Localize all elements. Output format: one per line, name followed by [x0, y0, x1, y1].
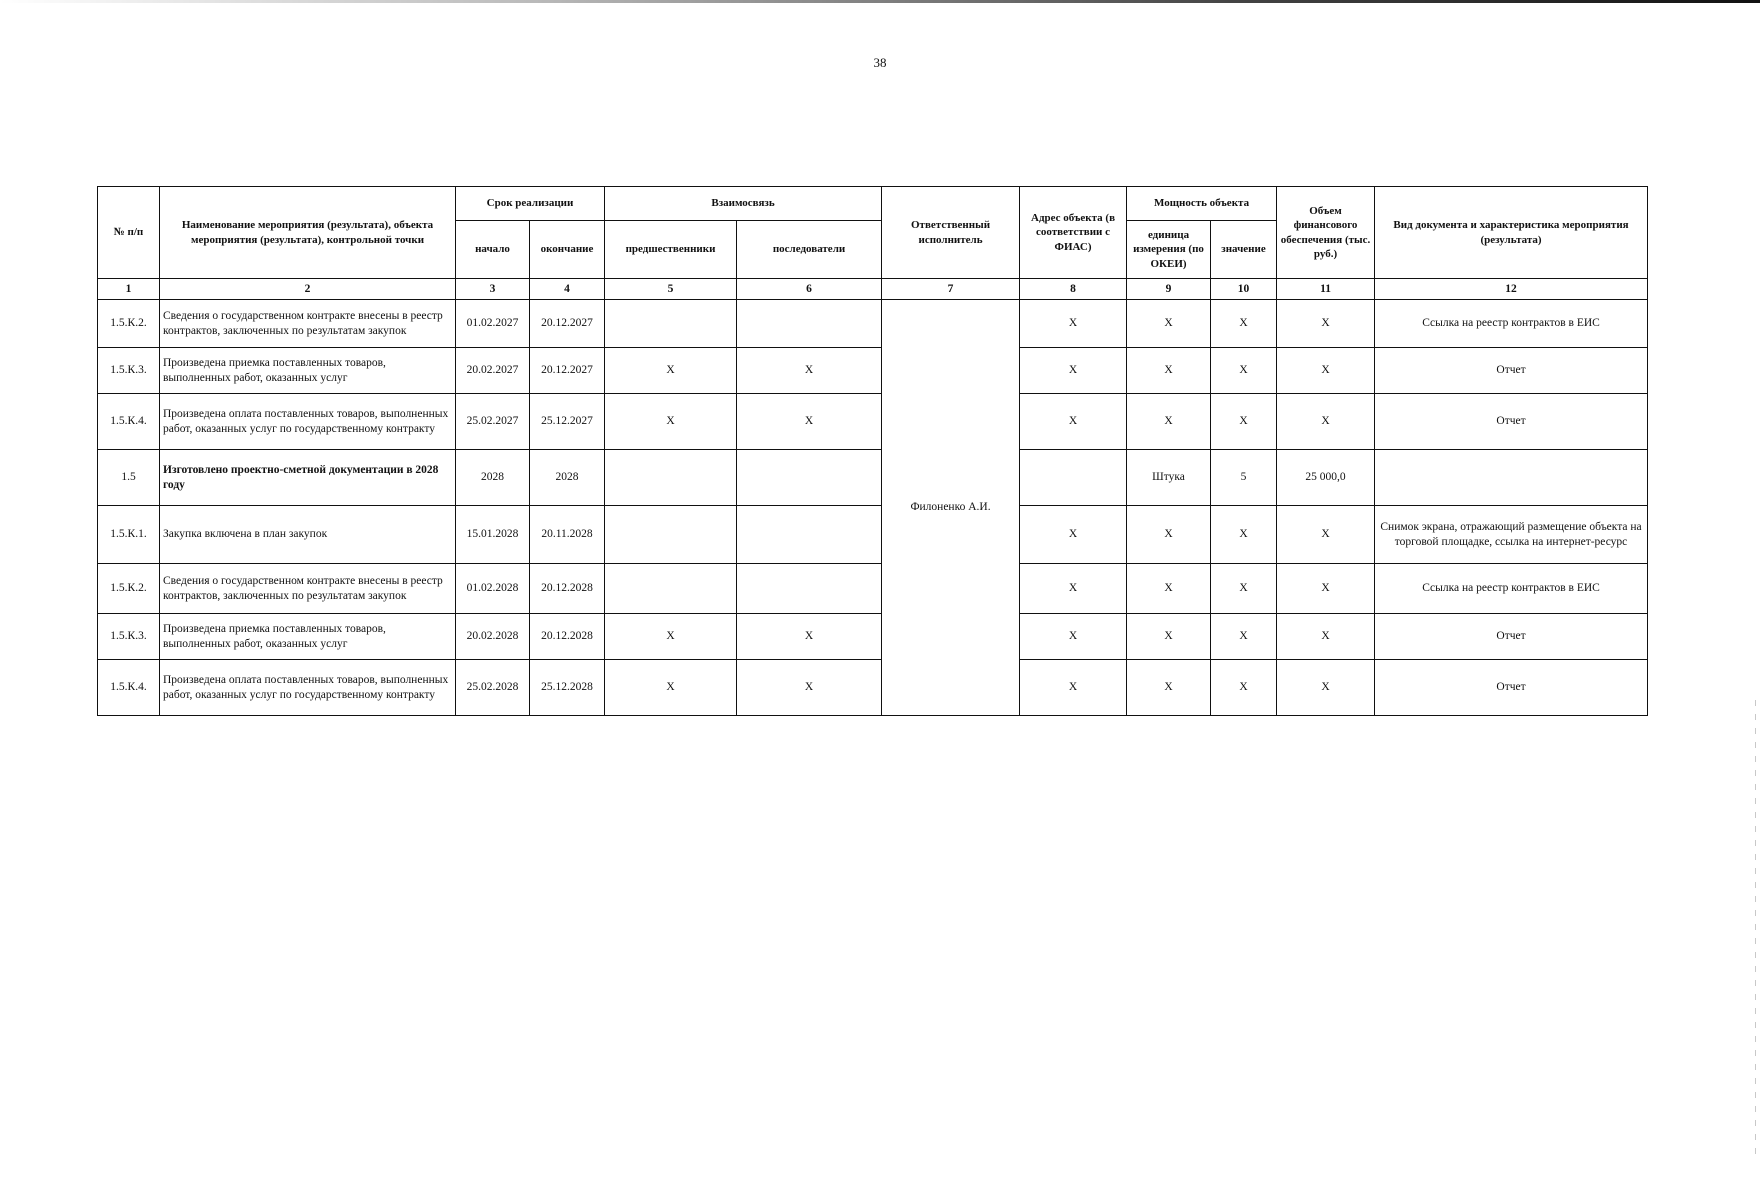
row-capacity-unit: Х	[1127, 506, 1211, 564]
column-number: 7	[882, 279, 1020, 300]
row-predecessors: Х	[605, 660, 737, 716]
row-end-date: 25.12.2027	[530, 394, 605, 450]
row-capacity-unit: Х	[1127, 300, 1211, 348]
row-successors	[737, 564, 882, 614]
column-number: 5	[605, 279, 737, 300]
column-number: 12	[1375, 279, 1648, 300]
header-address: Адрес объекта (в соответствии с ФИАС)	[1020, 187, 1127, 279]
row-num: 1.5.К.2.	[98, 564, 160, 614]
row-address: Х	[1020, 660, 1127, 716]
row-start-date: 25.02.2028	[456, 660, 530, 716]
row-end-date: 20.12.2027	[530, 300, 605, 348]
row-start-date: 25.02.2027	[456, 394, 530, 450]
row-capacity-value: 5	[1211, 450, 1277, 506]
column-number: 2	[160, 279, 456, 300]
row-successors: Х	[737, 348, 882, 394]
row-successors: Х	[737, 660, 882, 716]
header-num: № п/п	[98, 187, 160, 279]
header-capacity-value: значение	[1211, 221, 1277, 279]
row-doc-type	[1375, 450, 1648, 506]
row-capacity-unit: Х	[1127, 394, 1211, 450]
row-finance: Х	[1277, 394, 1375, 450]
table-row	[98, 660, 1648, 716]
row-start-date: 01.02.2028	[456, 564, 530, 614]
row-finance: Х	[1277, 614, 1375, 660]
column-number: 8	[1020, 279, 1127, 300]
row-address: Х	[1020, 564, 1127, 614]
row-capacity-value: Х	[1211, 348, 1277, 394]
row-end-date: 20.12.2027	[530, 348, 605, 394]
row-end-date: 20.11.2028	[530, 506, 605, 564]
header-link-succ: последователи	[737, 221, 882, 279]
table-row	[98, 450, 1648, 506]
row-name: Изготовлено проектно-сметной документации в 2028 году	[160, 450, 456, 506]
row-predecessors	[605, 450, 737, 506]
row-address: Х	[1020, 394, 1127, 450]
row-name: Произведена оплата поставленных товаров, выполненных работ, оказанных услуг по государственному контракту	[160, 394, 456, 450]
row-predecessors: Х	[605, 394, 737, 450]
row-capacity-value: Х	[1211, 506, 1277, 564]
plan-table	[97, 186, 1648, 716]
header-period-start: начало	[456, 221, 530, 279]
column-number: 3	[456, 279, 530, 300]
table-row	[98, 506, 1648, 564]
header-name: Наименование мероприятия (результата), объекта мероприятия (результата), контрольной точки	[160, 187, 456, 279]
column-number-row	[98, 279, 1648, 300]
row-start-date: 2028	[456, 450, 530, 506]
table-row	[98, 348, 1648, 394]
column-number: 11	[1277, 279, 1375, 300]
row-end-date: 2028	[530, 450, 605, 506]
row-num: 1.5.К.1.	[98, 506, 160, 564]
row-address: Х	[1020, 506, 1127, 564]
row-successors	[737, 450, 882, 506]
row-doc-type: Ссылка на реестр контрактов в ЕИС	[1375, 564, 1648, 614]
row-name: Произведена приемка поставленных товаров, выполненных работ, оказанных услуг	[160, 614, 456, 660]
table-row	[98, 614, 1648, 660]
table-row	[98, 300, 1648, 348]
row-name: Произведена оплата поставленных товаров, выполненных работ, оказанных услуг по государственному контракту	[160, 660, 456, 716]
row-doc-type: Отчет	[1375, 614, 1648, 660]
scan-top-edge	[0, 0, 1760, 3]
row-finance: Х	[1277, 660, 1375, 716]
row-start-date: 01.02.2027	[456, 300, 530, 348]
row-capacity-unit: Штука	[1127, 450, 1211, 506]
row-capacity-value: Х	[1211, 564, 1277, 614]
row-num: 1.5.К.3.	[98, 348, 160, 394]
row-doc-type: Отчет	[1375, 348, 1648, 394]
row-start-date: 20.02.2027	[456, 348, 530, 394]
column-number: 4	[530, 279, 605, 300]
row-start-date: 20.02.2028	[456, 614, 530, 660]
row-start-date: 15.01.2028	[456, 506, 530, 564]
row-finance: Х	[1277, 300, 1375, 348]
row-finance: Х	[1277, 564, 1375, 614]
column-number: 1	[98, 279, 160, 300]
column-number: 9	[1127, 279, 1211, 300]
header-period: Срок реализации	[456, 187, 605, 221]
row-end-date: 25.12.2028	[530, 660, 605, 716]
row-doc-type: Снимок экрана, отражающий размещение объекта на торговой площадке, ссылка на интернет-ресурс	[1375, 506, 1648, 564]
header-link: Взаимосвязь	[605, 187, 882, 221]
row-predecessors	[605, 300, 737, 348]
header-capacity: Мощность объекта	[1127, 187, 1277, 221]
row-num: 1.5.К.3.	[98, 614, 160, 660]
row-predecessors	[605, 564, 737, 614]
header-link-pred: предшественники	[605, 221, 737, 279]
row-doc-type: Отчет	[1375, 394, 1648, 450]
row-capacity-unit: Х	[1127, 614, 1211, 660]
row-address: Х	[1020, 300, 1127, 348]
row-address: Х	[1020, 348, 1127, 394]
header-doc-type: Вид документа и характеристика мероприятия (результата)	[1375, 187, 1648, 279]
header-period-end: окончание	[530, 221, 605, 279]
page-number: 38	[873, 55, 887, 70]
scan-right-edge	[1755, 700, 1756, 1160]
row-num: 1.5.К.2.	[98, 300, 160, 348]
row-finance: Х	[1277, 348, 1375, 394]
row-successors: Х	[737, 614, 882, 660]
column-number: 10	[1211, 279, 1277, 300]
row-num: 1.5.К.4.	[98, 394, 160, 450]
row-num: 1.5.К.4.	[98, 660, 160, 716]
table-row	[98, 564, 1648, 614]
row-address: Х	[1020, 614, 1127, 660]
header-capacity-unit: единица измерения (по ОКЕИ)	[1127, 221, 1211, 279]
row-doc-type: Ссылка на реестр контрактов в ЕИС	[1375, 300, 1648, 348]
row-successors: Х	[737, 394, 882, 450]
row-successors	[737, 506, 882, 564]
row-capacity-unit: Х	[1127, 660, 1211, 716]
row-capacity-value: Х	[1211, 394, 1277, 450]
table-row	[98, 394, 1648, 450]
responsible-executor: Филоненко А.И.	[882, 300, 1020, 716]
row-address	[1020, 450, 1127, 506]
column-number: 6	[737, 279, 882, 300]
row-name: Сведения о государственном контракте внесены в реестр контрактов, заключенных по результатам закупок	[160, 300, 456, 348]
row-num: 1.5	[98, 450, 160, 506]
row-capacity-value: Х	[1211, 614, 1277, 660]
row-finance: 25 000,0	[1277, 450, 1375, 506]
row-capacity-unit: Х	[1127, 348, 1211, 394]
row-successors	[737, 300, 882, 348]
table-header	[98, 187, 1648, 279]
row-name: Сведения о государственном контракте внесены в реестр контрактов, заключенных по результатам закупок	[160, 564, 456, 614]
row-capacity-value: Х	[1211, 660, 1277, 716]
row-name: Закупка включена в план закупок	[160, 506, 456, 564]
row-name: Произведена приемка поставленных товаров, выполненных работ, оказанных услуг	[160, 348, 456, 394]
row-end-date: 20.12.2028	[530, 564, 605, 614]
row-capacity-unit: Х	[1127, 564, 1211, 614]
row-predecessors: Х	[605, 348, 737, 394]
table-body	[98, 279, 1648, 716]
header-responsible: Ответственный исполнитель	[882, 187, 1020, 279]
row-predecessors	[605, 506, 737, 564]
row-capacity-value: Х	[1211, 300, 1277, 348]
row-finance: Х	[1277, 506, 1375, 564]
header-finance: Объем финансового обеспечения (тыс. руб.)	[1277, 187, 1375, 279]
row-predecessors: Х	[605, 614, 737, 660]
row-doc-type: Отчет	[1375, 660, 1648, 716]
row-end-date: 20.12.2028	[530, 614, 605, 660]
